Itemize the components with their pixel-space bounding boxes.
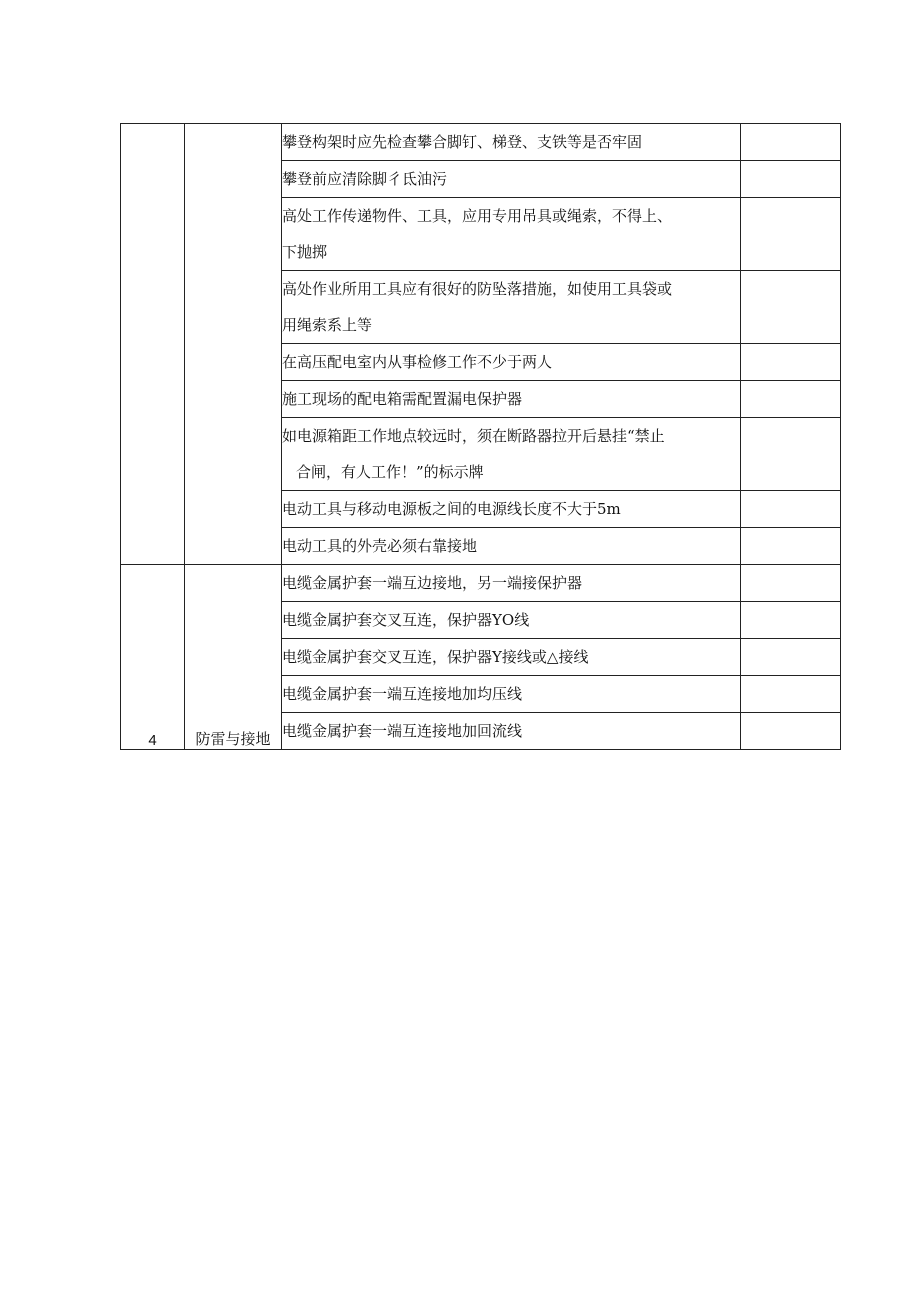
check-item-text: 电缆金属护套一端互连接地加均压线 [282,685,523,703]
check-item [282,639,741,676]
check-item [282,528,741,565]
section-number-cell: 4 [121,565,185,750]
check-item [282,602,741,639]
check-item [282,713,741,750]
result-cell[interactable] [741,491,841,528]
check-item-text: 电缆金属护套一端互连接地加回流线 [282,722,523,740]
check-item [282,124,741,161]
result-cell[interactable] [741,676,841,713]
check-item [282,344,741,381]
result-cell[interactable] [741,639,841,676]
check-item [282,491,741,528]
checklist-table [120,123,841,750]
check-item-text: 如电源箱距工作地点较远时，须在断路器拉开后悬挂“禁止 [282,427,665,445]
result-cell[interactable] [741,198,841,271]
section-category-cell: 防雷与接地 [185,565,282,750]
check-item-text: 电动工具与移动电源板之间的电源线长度不大于5m [282,500,621,518]
section-number-cell [121,124,185,565]
check-item-text: 用绳索系上等 [282,316,373,334]
check-item-text: 攀登构架时应先检查攀合脚钉、梯登、支铁等是否牢固 [282,133,643,151]
result-cell[interactable] [741,713,841,750]
check-item-text: 施工现场的配电箱需配置漏电保护器 [282,390,523,408]
result-cell[interactable] [741,565,841,602]
result-cell[interactable] [741,528,841,565]
result-cell[interactable] [741,418,841,491]
result-cell[interactable] [741,344,841,381]
table-row [121,124,841,161]
section-category-cell [185,124,282,565]
check-item-text: 攀登前应清除脚彳氐油污 [282,170,448,188]
check-item-text: 合闸，有人工作！”的标示牌 [296,463,484,481]
check-item-text: 在高压配电室内从事检修工作不少于两人 [282,353,553,371]
check-item-text: 电缆金属护套交叉互连，保护器YO线 [282,611,530,629]
result-cell[interactable] [741,381,841,418]
check-item-text: 高处工作传递物件、工具，应用专用吊具或绳索，不得上、 [282,207,673,225]
check-item-text: 下抛掷 [282,243,328,261]
check-item [282,418,741,491]
check-item [282,161,741,198]
table-row [121,565,841,602]
check-item [282,676,741,713]
result-cell[interactable] [741,602,841,639]
result-cell[interactable] [741,124,841,161]
result-cell[interactable] [741,271,841,344]
check-item-text: 电缆金属护套一端互边接地，另一端接保护器 [282,574,583,592]
check-item [282,565,741,602]
check-item [282,381,741,418]
check-item-text: 电缆金属护套交叉互连，保护器Y接线或△接线 [282,648,589,666]
check-item [282,198,741,271]
result-cell[interactable] [741,161,841,198]
check-item-text: 高处作业所用工具应有很好的防坠落措施，如使用工具袋或 [282,280,673,298]
check-item-text: 电动工具的外壳必须右靠接地 [282,537,478,555]
check-item [282,271,741,344]
